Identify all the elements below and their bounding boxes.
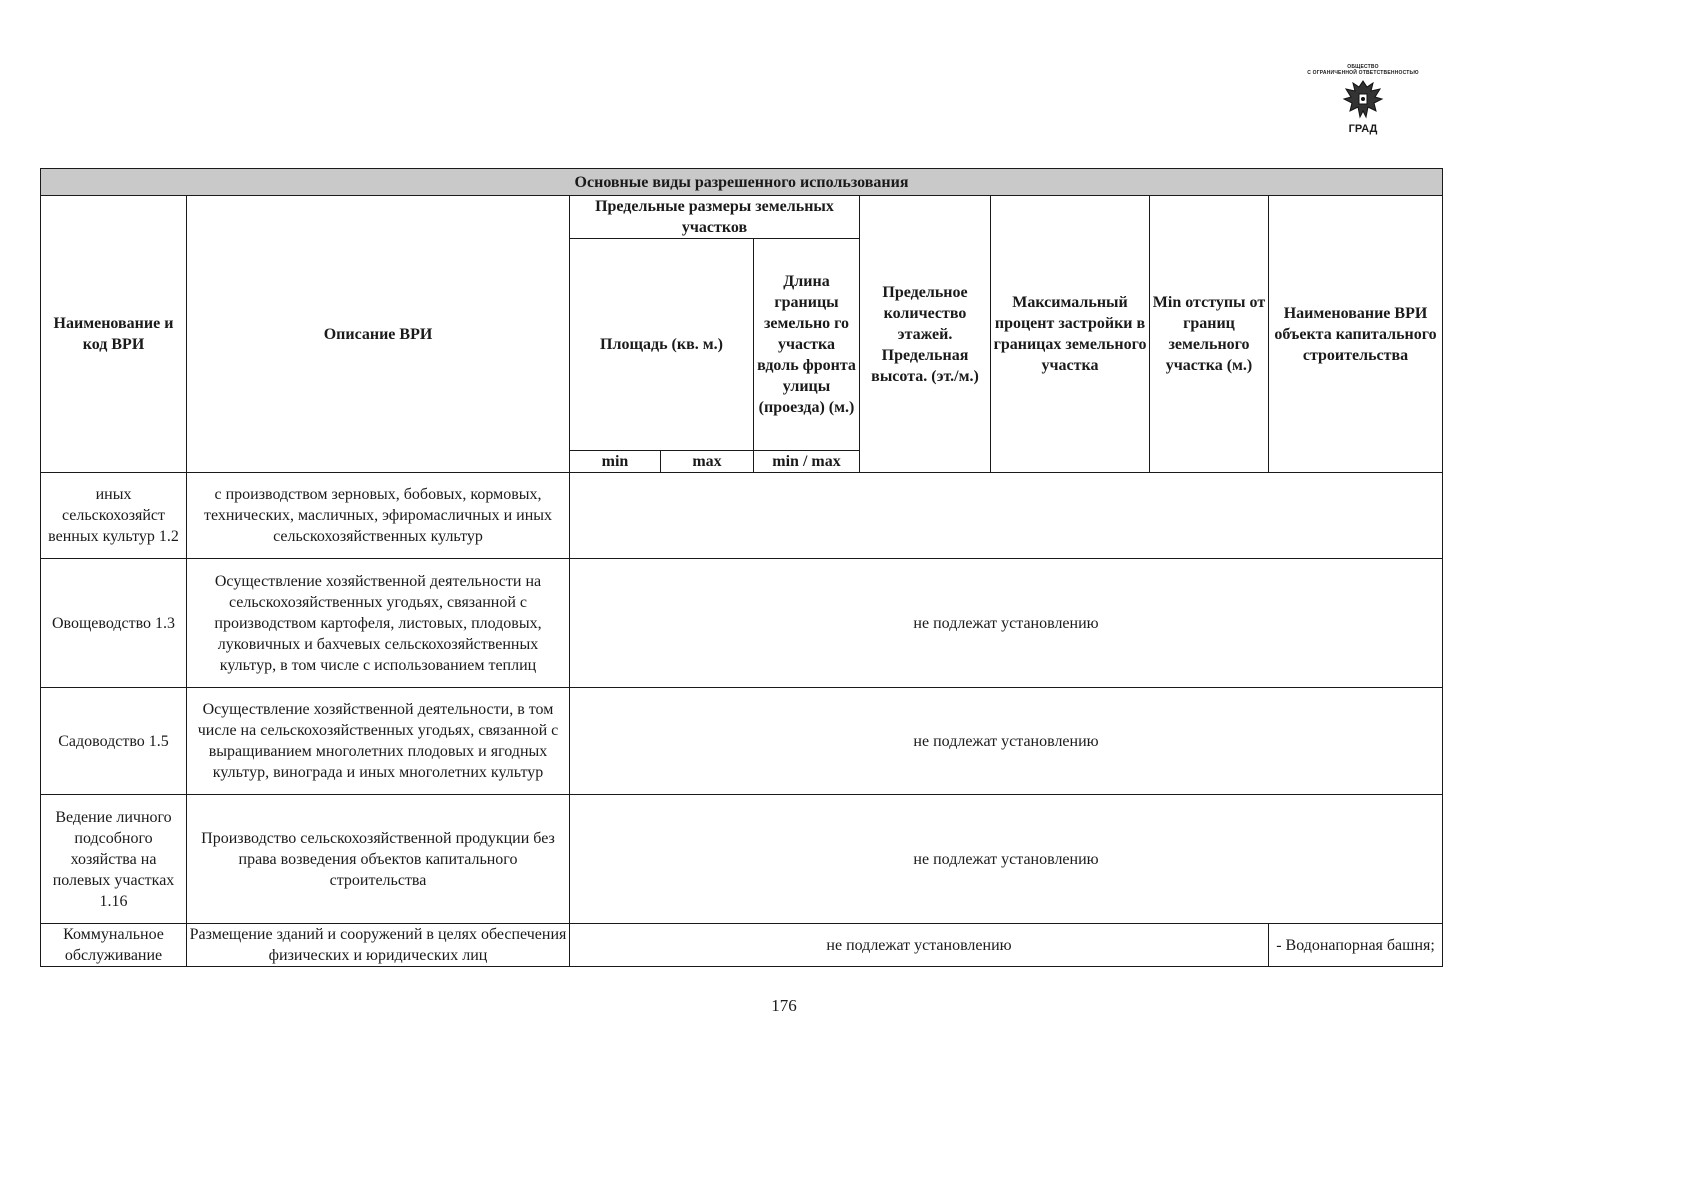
- row-description: Осуществление хозяйственной деятельности, в том числе на сельскохозяйственных угодьях, связанной с выращиванием многолетних плодовых и ягодных культур, винограда и иных многолетних культур: [187, 688, 570, 795]
- logo-line-2: С ОГРАНИЧЕННОЙ ОТВЕТСТВЕННОСТЬЮ: [1307, 70, 1419, 76]
- header-boundary-length: Длина границы земельно го участка вдоль фронта улицы (проезда) (м.): [754, 239, 860, 451]
- row-description: Размещение зданий и сооружений в целях обеспечения физических и юридических лиц: [187, 924, 570, 967]
- header-plot-sizes: Предельные размеры земельных участков: [570, 196, 860, 239]
- header-name-code: Наименование и код ВРИ: [41, 196, 187, 473]
- header-min: min: [570, 451, 661, 473]
- row-name: Овощеводство 1.3: [41, 559, 187, 688]
- table-row: [41, 473, 1443, 559]
- logo-line-1: ОБЩЕСТВО: [1347, 64, 1379, 70]
- row-name: Коммунальное обслуживание: [41, 924, 187, 967]
- row-params: [570, 473, 1443, 559]
- header-area: Площадь (кв. м.): [570, 239, 754, 451]
- table-row: [41, 795, 1443, 924]
- permitted-use-table: [40, 168, 1443, 967]
- row-name: Садоводство 1.5: [41, 688, 187, 795]
- eagle-emblem-icon: [1340, 77, 1386, 123]
- header-min-setbacks: Min отступы от границ земельного участка (м.): [1150, 196, 1269, 473]
- row-description: с производством зерновых, бобовых, кормовых, технических, масличных, эфиромасличных и иных сельскохозяйственных культур: [187, 473, 570, 559]
- row-name: Ведение личного подсобного хозяйства на полевых участках 1.16: [41, 795, 187, 924]
- row-description: Производство сельскохозяйственной продукции без права возведения объектов капитального строительства: [187, 795, 570, 924]
- logo-name: ГРАД: [1348, 123, 1378, 135]
- row-params: не подлежат установлению: [570, 924, 1269, 967]
- row-name: иных сельскохозяйст венных культур 1.2: [41, 473, 187, 559]
- table-row: [41, 924, 1443, 967]
- header-capital-name: Наименование ВРИ объекта капитального строительства: [1269, 196, 1443, 473]
- header-max: max: [661, 451, 754, 473]
- row-capital-name: - Водонапорная башня;: [1269, 924, 1443, 967]
- company-logo: [1288, 64, 1438, 144]
- table-row: [41, 559, 1443, 688]
- row-params: не подлежат установлению: [570, 688, 1443, 795]
- page-number: 176: [771, 996, 797, 1015]
- table-title: Основные виды разрешенного использования: [41, 169, 1443, 196]
- header-floors: Предельное количество этажей. Предельная высота. (эт./м.): [860, 196, 991, 473]
- header-min-max: min / max: [754, 451, 860, 473]
- header-description: Описание ВРИ: [187, 196, 570, 473]
- table-row: [41, 688, 1443, 795]
- row-params: не подлежат установлению: [570, 795, 1443, 924]
- row-description: Осуществление хозяйственной деятельности на сельскохозяйственных угодьях, связанной с производством картофеля, листовых, плодовых, луковичных и бахчевых сельскохозяйственных культур, в том числе с использованием теплиц: [187, 559, 570, 688]
- row-params: не подлежат установлению: [570, 559, 1443, 688]
- header-max-percent: Максимальный процент застройки в границах земельного участка: [991, 196, 1150, 473]
